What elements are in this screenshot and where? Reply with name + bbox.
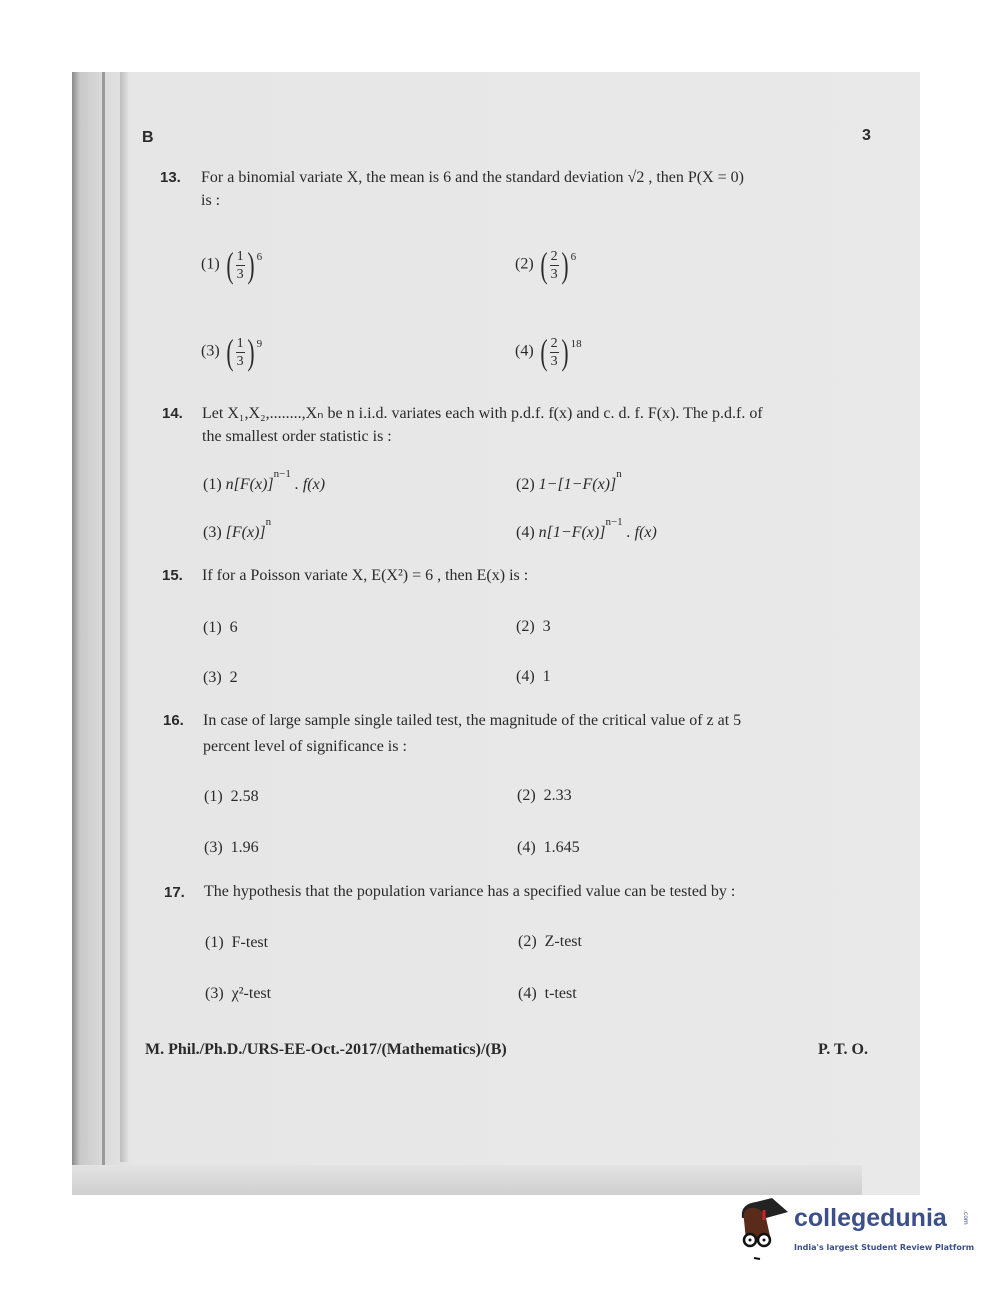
option-value: 3 xyxy=(542,618,551,635)
numerator: 2 xyxy=(550,335,558,351)
option-label: (3) xyxy=(201,342,220,360)
option-value: 6 xyxy=(229,619,238,636)
option-value: 2.33 xyxy=(543,787,572,804)
expression: [F(x)] xyxy=(225,524,266,541)
option-14-1[interactable] xyxy=(203,468,326,494)
expression: n[F(x)] xyxy=(225,476,274,493)
denominator: 3 xyxy=(236,353,244,369)
option-label: (3) xyxy=(203,524,222,541)
option-value: 1.645 xyxy=(543,839,580,856)
option-label: (2) xyxy=(516,618,535,635)
option-value: t-test xyxy=(544,985,577,1002)
exponent: 9 xyxy=(256,338,263,350)
option-14-3[interactable] xyxy=(203,516,272,542)
brand-tagline: India's largest Student Review Platform xyxy=(794,1243,975,1252)
set-label: B xyxy=(142,129,154,146)
exponent: n xyxy=(616,468,622,480)
option-14-2[interactable] xyxy=(516,468,622,494)
question-number: 13. xyxy=(160,169,181,186)
paper-code: M. Phil./Ph.D./URS-EE-Oct.-2017/(Mathematics)/(B) xyxy=(145,1041,507,1058)
option-label: (4) xyxy=(516,668,535,685)
question-number: 14. xyxy=(162,405,183,422)
expression-tail: . f(x) xyxy=(290,476,326,493)
question-text: The hypothesis that the population variance has a specified value can be tested by : xyxy=(204,883,736,900)
numerator: 1 xyxy=(236,248,244,264)
denominator: 3 xyxy=(236,266,244,282)
question-number: 15. xyxy=(162,567,183,584)
option-label: (3) xyxy=(205,985,224,1002)
numerator: 2 xyxy=(550,248,558,264)
option-value: Z-test xyxy=(544,933,582,950)
option-16-4[interactable] xyxy=(517,839,580,857)
option-15-4[interactable] xyxy=(516,668,551,686)
exponent: n−1 xyxy=(605,516,623,528)
exponent: 18 xyxy=(570,338,582,350)
option-label: (2) xyxy=(517,787,536,804)
page-number: 3 xyxy=(862,127,871,144)
option-13-1[interactable]: (1) ( $\frac{1}{3}$ ) 6 xyxy=(201,245,263,285)
exponent: n−1 xyxy=(273,468,291,480)
please-turn-over: P. T. O. xyxy=(818,1041,868,1058)
option-16-3[interactable] xyxy=(204,839,259,857)
expression: n[1−F(x)] xyxy=(538,524,606,541)
option-label: (1) xyxy=(203,476,222,493)
question-text: Let X₁,X₂,........,Xₙ be n i.i.d. variates each with p.d.f. f(x) and c. d. f. F(x). The p.d.f. of xyxy=(202,405,763,422)
expression-tail: . f(x) xyxy=(622,524,657,541)
question-text-cont: is : xyxy=(201,192,221,209)
option-label: (4) xyxy=(517,839,536,856)
option-label: (4) xyxy=(518,985,537,1002)
binding-edge xyxy=(102,72,105,1195)
option-label: (1) xyxy=(205,934,224,951)
option-16-2[interactable] xyxy=(517,787,572,805)
option-label: (4) xyxy=(516,524,535,541)
option-15-1[interactable] xyxy=(203,619,238,637)
page-bottom-shadow xyxy=(72,1165,862,1195)
option-value: χ²-test xyxy=(231,985,272,1002)
option-14-4[interactable] xyxy=(516,516,657,542)
expression: 1−[1−F(x)] xyxy=(538,476,617,493)
option-13-2[interactable]: (2) ( $\frac{2}{3}$ ) 6 xyxy=(515,245,577,285)
numerator: 1 xyxy=(236,335,244,351)
option-value: F-test xyxy=(231,934,269,951)
question-text: If for a Poisson variate X, E(X²) = 6 , then E(x) is : xyxy=(202,567,529,584)
mascot-icon xyxy=(736,1196,792,1260)
exponent: n xyxy=(265,516,272,528)
option-value: 2.58 xyxy=(230,788,259,805)
option-value: 2 xyxy=(229,669,238,686)
option-label: (2) xyxy=(518,933,537,950)
option-label: (2) xyxy=(516,476,535,493)
option-16-1[interactable] xyxy=(204,788,259,806)
option-17-3[interactable] xyxy=(205,985,271,1003)
option-17-1[interactable] xyxy=(205,934,268,952)
question-text-cont: the smallest order statistic is : xyxy=(202,428,392,445)
option-label: (1) xyxy=(201,255,220,273)
option-15-3[interactable] xyxy=(203,669,238,687)
option-value: 1.96 xyxy=(230,839,259,856)
option-label: (4) xyxy=(515,342,534,360)
option-13-3[interactable]: (3) ( $\frac{1}{3}$ ) 9 xyxy=(201,332,263,372)
binding-shadow xyxy=(120,72,128,1162)
option-label: (1) xyxy=(204,788,223,805)
exponent: 6 xyxy=(570,251,577,263)
collegedunia-logo xyxy=(736,1196,976,1266)
option-13-4[interactable]: (4) ( $\frac{2}{3}$ ) 18 xyxy=(515,332,582,372)
exponent: 6 xyxy=(256,251,263,263)
question-text-cont: percent level of significance is : xyxy=(203,738,407,755)
question-number: 17. xyxy=(164,884,185,901)
option-15-2[interactable] xyxy=(516,618,551,636)
brand-suffix: .com xyxy=(962,1210,969,1225)
option-label: (1) xyxy=(203,619,222,636)
option-value: 1 xyxy=(542,668,551,685)
brand-name: collegedunia xyxy=(794,1204,947,1232)
question-number: 16. xyxy=(163,712,184,729)
scanned-page xyxy=(72,72,920,1195)
option-17-4[interactable] xyxy=(518,985,577,1003)
option-label: (3) xyxy=(203,669,222,686)
denominator: 3 xyxy=(550,353,558,369)
question-text: For a binomial variate X, the mean is 6 and the standard deviation √2 , then P(X = 0) xyxy=(201,169,745,186)
option-17-2[interactable] xyxy=(518,933,582,951)
denominator: 3 xyxy=(550,266,558,282)
question-text: In case of large sample single tailed test, the magnitude of the critical value of z at 5 xyxy=(203,712,742,729)
option-label: (3) xyxy=(204,839,223,856)
option-label: (2) xyxy=(515,255,534,273)
